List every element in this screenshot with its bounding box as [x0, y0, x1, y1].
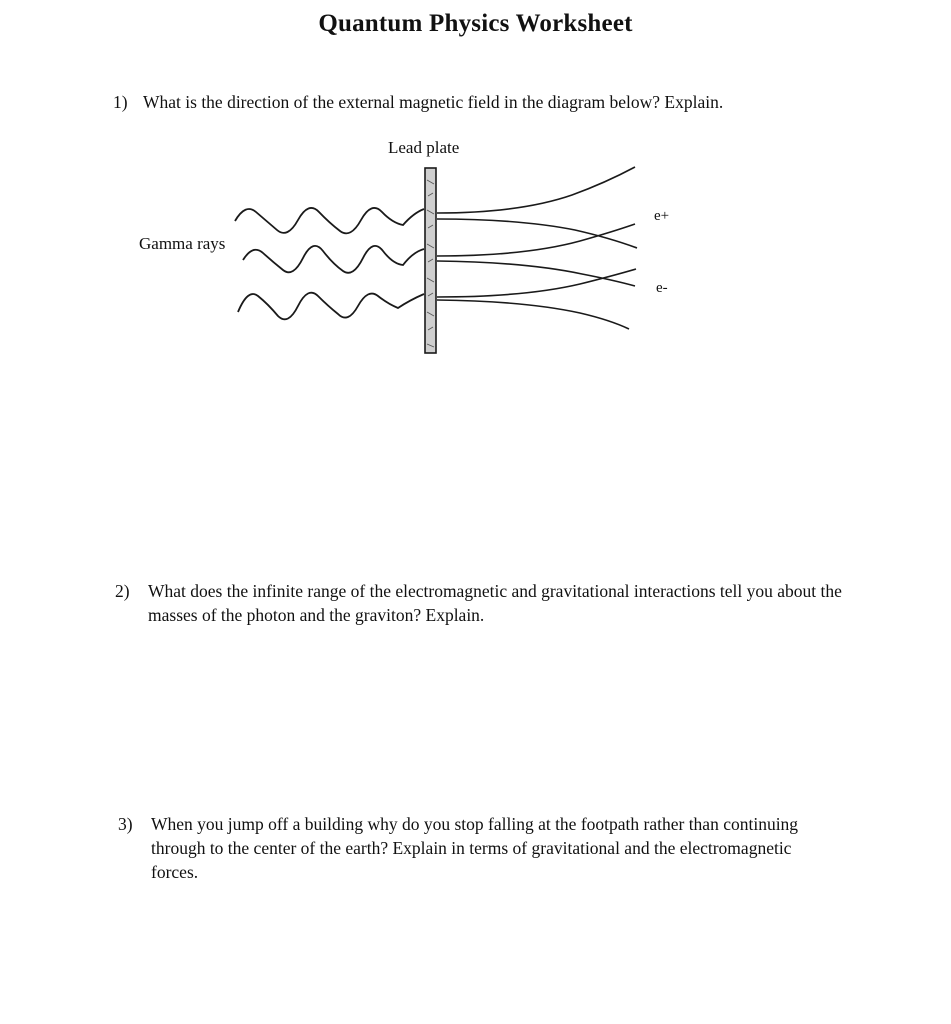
track-pair-2-down	[437, 261, 635, 286]
track-pair-2-up	[437, 224, 635, 256]
gamma-ray-wave-2	[243, 246, 424, 273]
electron-label: e-	[656, 280, 668, 296]
question-1-number: 1)	[113, 92, 128, 112]
gamma-ray-wave-3	[238, 293, 424, 320]
track-pair-3-down	[437, 300, 629, 329]
question-3-text: When you jump off a building why do you stop falling at the footpath rather than continuing through to the center of the earth? Explain in terms of gravitational and the electromagnetic forces.	[151, 814, 799, 882]
gamma-ray-wave-1	[235, 208, 424, 233]
page-title: Quantum Physics Worksheet	[318, 10, 633, 37]
lead-plate-label: Lead plate	[388, 138, 460, 157]
question-1-text: What is the direction of the external magnetic field in the diagram below? Explain.	[143, 92, 724, 112]
question-2-text: What does the infinite range of the electromagnetic and gravitational interactions tell you about the masses of the photon and the graviton? Explain.	[148, 581, 842, 625]
question-3	[118, 812, 878, 888]
question-3-number: 3)	[118, 814, 133, 834]
track-pair-1-up	[437, 167, 635, 213]
question-2-number: 2)	[115, 581, 130, 601]
question-2	[115, 579, 875, 631]
positron-label: e+	[654, 208, 670, 224]
gamma-rays-label: Gamma rays	[139, 234, 226, 253]
track-pair-3-up	[437, 269, 636, 297]
